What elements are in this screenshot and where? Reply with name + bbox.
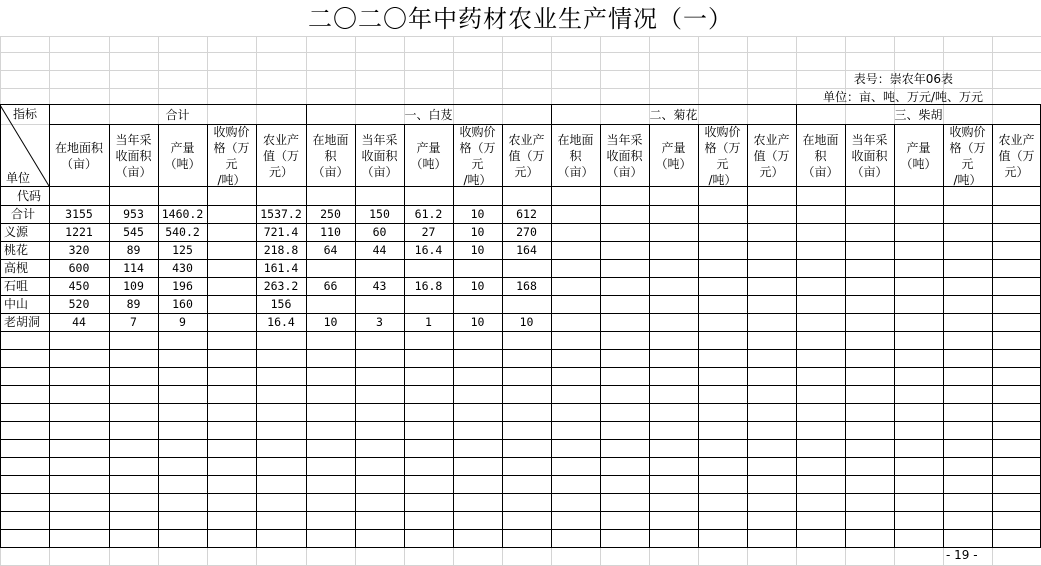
subcolumn-header: 产量 （吨） <box>655 140 692 171</box>
subcolumn-header: 在地面积 （亩） <box>54 140 103 171</box>
table-cell: 125 <box>172 243 193 257</box>
table-cell: 150 <box>369 207 390 221</box>
table-cell: 196 <box>172 279 193 293</box>
table-cell: 545 <box>123 225 144 239</box>
table-cell: 44 <box>372 243 387 257</box>
table-cell <box>207 277 256 295</box>
table-cell: 612 <box>516 207 537 221</box>
subcolumn-header: 收购价 格（万 元 /吨） <box>459 125 496 186</box>
table-cell <box>355 295 404 313</box>
table-cell <box>453 295 502 313</box>
subcolumn-header: 收购价 格（万 元 /吨） <box>949 125 986 186</box>
table-cell: 66 <box>323 279 338 293</box>
subcolumn-header: 收购价 格（万 元 /吨） <box>704 125 741 186</box>
table-cell: 1460.2 <box>161 207 204 221</box>
row-label: 中山 <box>4 297 29 311</box>
table-cell: 721.4 <box>263 225 299 239</box>
subcolumn-header: 当年采 收面积 （亩） <box>115 132 152 179</box>
row-label: 老胡洞 <box>4 315 41 329</box>
table-cell <box>207 205 256 223</box>
table-cell <box>502 295 551 313</box>
group-header-2: 二、菊花 <box>649 107 698 122</box>
table-cell: 600 <box>68 261 90 275</box>
table-cell: 1 <box>425 315 432 329</box>
table-cell: 164 <box>516 243 537 257</box>
table-cell: 109 <box>123 279 144 293</box>
table-cell <box>453 259 502 277</box>
subcolumn-header: 当年采 收面积 （亩） <box>851 132 888 179</box>
row-label: 桃花 <box>4 243 29 257</box>
table-cell: 161.4 <box>263 261 299 275</box>
table-cell: 43 <box>372 279 387 293</box>
group-header-1: 一、白芨 <box>404 107 453 122</box>
subcolumn-header: 产量 （吨） <box>410 140 447 171</box>
subcolumn-header: 农业产 值（万 元） <box>998 132 1035 179</box>
table-cell: 89 <box>126 243 141 257</box>
table-cell: 10 <box>470 207 485 221</box>
subcolumn-header: 在地面 积 （亩） <box>557 132 594 179</box>
page-title: 二〇二〇年中药材农业生产情况（一） <box>308 5 733 33</box>
row-label: 高枧 <box>4 261 29 275</box>
table-cell: 10 <box>470 225 485 239</box>
table-cell: 3 <box>376 315 383 329</box>
table-cell: 953 <box>123 207 144 221</box>
table-cell: 110 <box>320 225 341 239</box>
table-cell: 1221 <box>65 225 93 239</box>
table-cell: 250 <box>320 207 341 221</box>
table-cell: 60 <box>372 225 387 239</box>
table-cell: 61.2 <box>414 207 443 221</box>
subcolumn-header: 当年采 收面积 （亩） <box>361 132 398 179</box>
table-cell <box>502 259 551 277</box>
table-cell: 7 <box>130 315 137 329</box>
subcolumn-header: 农业产 值（万 元） <box>262 132 299 179</box>
table-cell <box>207 313 256 331</box>
table-cell <box>404 295 453 313</box>
group-header-0: 合计 <box>165 107 190 122</box>
table-cell: 10 <box>470 315 485 329</box>
subcolumn-header: 当年采 收面积 （亩） <box>606 132 643 179</box>
table-cell: 156 <box>270 297 292 311</box>
table-cell: 430 <box>172 261 193 275</box>
group-header-3: 三、柴胡 <box>894 107 943 122</box>
unit-line: 单位：亩、吨、万元/吨、万元 <box>822 89 983 104</box>
table-cell <box>207 259 256 277</box>
table-cell: 168 <box>516 279 537 293</box>
row-label: 石咀 <box>4 279 29 293</box>
table-cell: 1537.2 <box>260 207 302 221</box>
table-cell: 520 <box>68 297 90 311</box>
row-label: 义源 <box>4 225 29 239</box>
table-cell: 10 <box>519 315 534 329</box>
table-cell: 44 <box>72 315 86 329</box>
table-cell: 9 <box>179 315 186 329</box>
table-cell: 16.8 <box>414 279 443 293</box>
table-cell: 3155 <box>65 207 93 221</box>
table-cell: 16.4 <box>267 315 295 329</box>
subcolumn-header: 收购价 格（万 元 /吨） <box>213 125 250 186</box>
table-cell: 450 <box>68 279 90 293</box>
table-cell: 218.8 <box>263 243 299 257</box>
subcolumn-header: 农业产 值（万 元） <box>508 132 545 179</box>
page-number: - 19 - <box>946 548 978 562</box>
subcolumn-header: 产量 （吨） <box>900 140 937 171</box>
table-cell: 89 <box>126 297 141 311</box>
table-cell: 16.4 <box>414 243 443 257</box>
code-label: 代码 <box>16 189 41 203</box>
subcolumn-header: 农业产 值（万 元） <box>753 132 790 179</box>
table-cell: 10 <box>470 243 485 257</box>
table-cell <box>306 259 355 277</box>
table-cell: 540.2 <box>165 225 200 239</box>
table-cell <box>207 295 256 313</box>
table-cell: 263.2 <box>263 279 299 293</box>
table-cell: 64 <box>323 243 338 257</box>
unit-label: 单位 <box>5 171 30 185</box>
subcolumn-header: 产量 （吨） <box>164 140 201 171</box>
table-cell: 270 <box>516 225 537 239</box>
table-number: 表号：崇农年06表 <box>853 71 953 86</box>
table-cell: 160 <box>172 297 193 311</box>
table-cell: 114 <box>123 261 144 275</box>
table-cell: 10 <box>323 315 338 329</box>
table-cell <box>355 259 404 277</box>
table-cell <box>306 295 355 313</box>
table-cell <box>207 241 256 259</box>
subcolumn-header: 在地面 积 （亩） <box>312 132 349 179</box>
table-cell: 10 <box>470 279 485 293</box>
table-cell: 27 <box>421 225 436 239</box>
table-cell <box>207 223 256 241</box>
subcolumn-header: 在地面 积 （亩） <box>802 132 839 179</box>
table-cell: 320 <box>68 243 90 257</box>
indicator-label: 指标 <box>12 107 37 121</box>
row-label: 合计 <box>11 207 36 221</box>
table-cell <box>404 259 453 277</box>
